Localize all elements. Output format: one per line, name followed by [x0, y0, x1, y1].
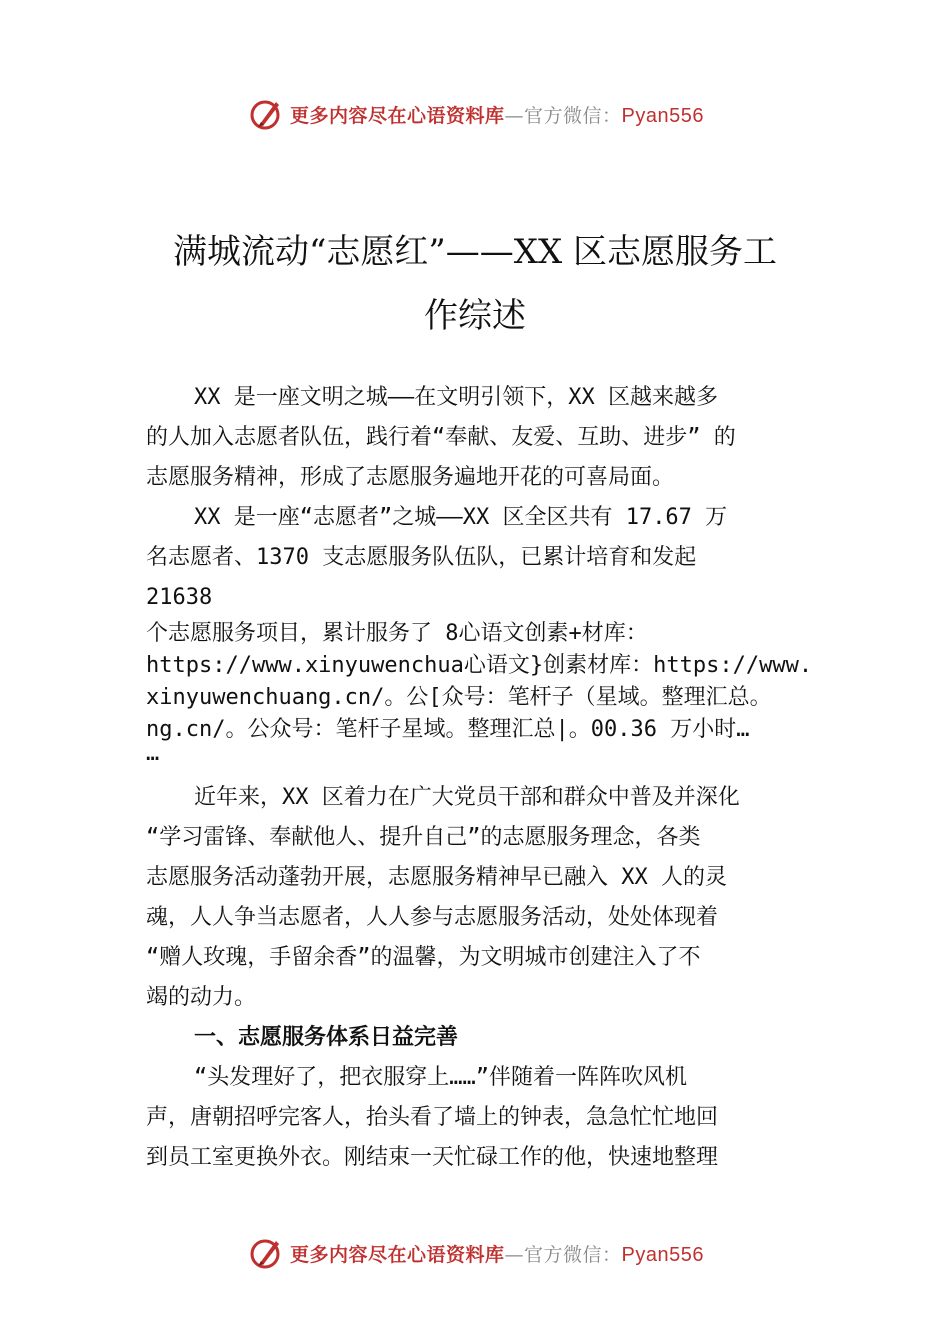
text-line: “学习雷锋、奉献他人、提升自己”的志愿服务理念，各类 [146, 825, 701, 850]
paragraph-3 [146, 778, 816, 1018]
paragraph-2 [146, 498, 816, 766]
paragraph-4 [146, 1058, 816, 1178]
title-line-1: 满城流动“志愿红”——XX 区志愿服务工 [173, 232, 777, 272]
text-line: 魂，人人争当志愿者，人人参与志愿服务活动，处处体现着 [146, 905, 719, 930]
text-line: 的人加入志愿者队伍，践行着“奉献、友爱、互助、进步” 的 [146, 425, 736, 450]
title-line-2: 作综述 [424, 296, 526, 336]
text-line: XX 是一座文明之城——在文明引领下，XX 区越来越多 [194, 385, 718, 410]
text-line: xinyuwenchuang.cn/。公[众号：笔杆子（星域。整理汇总。 [146, 685, 772, 710]
paragraph-1 [146, 378, 816, 498]
text-line: 21638 [146, 585, 213, 610]
text-line: 志愿服务精神，形成了志愿服务遍地开花的可喜局面。 [146, 465, 675, 490]
quill-pen-logo-icon [246, 1233, 286, 1273]
text-line: … [146, 741, 160, 766]
text-line: 近年来，XX 区着力在广大党员干部和群众中普及并深化 [194, 785, 740, 810]
section-heading: 一、志愿服务体系日益完善 [194, 1025, 459, 1050]
text-line: 名志愿者、1370 支志愿服务队伍队，已累计培育和发起 [146, 545, 697, 570]
document-body [146, 378, 816, 1178]
footer-watermark-banner [0, 1233, 950, 1273]
text-line: 竭的动力。 [146, 985, 257, 1010]
text-line: https://www.xinyuwenchua心语文}创素材库：https://www. [146, 653, 813, 678]
header-watermark-banner [0, 94, 950, 134]
text-line: 志愿服务活动蓬勃开展，志愿服务精神早已融入 XX 人的灵 [146, 865, 727, 890]
text-line: XX 是一座“志愿者”之城——XX 区全区共有 17.67 万 [194, 505, 728, 530]
text-line: “赠人玫瑰，手留余香”的温馨，为文明城市创建注入了不 [146, 945, 701, 970]
text-line: 个志愿服务项目，累计服务了 8心语文创素+材库： [146, 621, 648, 646]
text-line: 声，唐朝招呼完客人，抬头看了墙上的钟表，急急忙忙地回 [146, 1105, 719, 1130]
banner-text: 更多内容尽在心语资料库—官方微信：Pyan556 [290, 104, 704, 127]
text-line: 到员工室更换外衣。刚结束一天忙碌工作的他，快速地整理 [146, 1145, 719, 1170]
quill-pen-logo-icon [246, 94, 286, 134]
document-title [110, 220, 840, 348]
text-line: ng.cn/。公众号：笔杆子星域。整理汇总|。00.36 万小时… [146, 717, 750, 742]
banner-text: 更多内容尽在心语资料库—官方微信：Pyan556 [290, 1243, 704, 1266]
text-line: “头发理好了，把衣服穿上……”伴随着一阵阵吹风机 [194, 1065, 687, 1090]
